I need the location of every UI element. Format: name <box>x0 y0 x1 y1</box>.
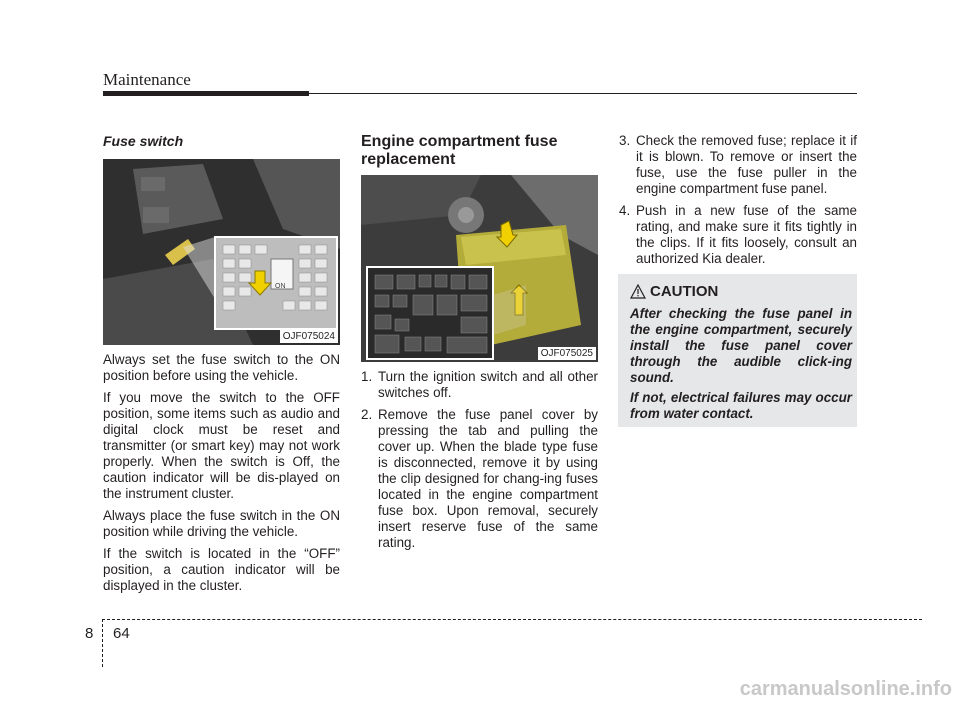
caution-text <box>630 306 852 426</box>
fuse-switch-illustration <box>103 159 340 345</box>
watermark: carmanualsonline.info <box>739 678 952 700</box>
engine-compartment-illustration <box>361 175 598 362</box>
step-item <box>619 133 857 197</box>
engine-fuse-figure <box>361 175 598 362</box>
fuse-switch-figure <box>103 159 340 345</box>
caution-line: If not, electrical failures may occur from water contact. <box>630 390 852 421</box>
caution-line: After checking the fuse panel in the engine compartment, securely install the fuse panel cover through the audible click-ing sound. <box>630 306 852 385</box>
middle-body <box>361 369 598 557</box>
header-rule-accent <box>103 91 309 96</box>
step-item <box>361 407 598 551</box>
step-text: Turn the ignition switch and all other switches off. <box>378 369 598 400</box>
step-text: Push in a new fuse of the same rating, and make sure it fits tightly in the clips. If it fits loosely, consult an authorized Kia dealer. <box>636 203 857 266</box>
left-paragraph: If you move the switch to the OFF position, some items such as audio and digital clock must be reset and transmitter (or smart key) may not work properly. When the switch is Off, the caution indicator will be dis-played on the instrument cluster. <box>103 390 340 501</box>
step-text: Check the removed fuse; replace it if it is blown. To remove or insert the fuse, use the fuse puller in the engine compartment fuse panel. <box>636 133 857 196</box>
caution-title: CAUTION <box>650 283 719 300</box>
right-body <box>619 133 857 273</box>
middle-column <box>361 133 598 169</box>
footer-divider <box>102 619 103 667</box>
fuse-switch-heading: Fuse switch <box>103 133 184 149</box>
warning-triangle-icon <box>630 284 646 299</box>
step-text: Remove the fuse panel cover by pressing the tab and pulling the cover up. When the blade type fuse is disconnected, remove it by using the clip designed for chang-ing fuses located in the engine compartment fuse box. Upon removal, securely insert reserve fuse of the same rating. <box>378 407 598 550</box>
fuse-switch-on-label: ON <box>275 283 286 290</box>
figure-code-middle: OJF075025 <box>538 347 596 360</box>
step-item <box>619 203 857 267</box>
engine-fuse-heading: Engine compartment fuse replacement <box>361 133 558 168</box>
footer-rule <box>102 619 922 620</box>
step-number: 3. <box>619 133 631 148</box>
step-item <box>361 369 598 401</box>
figure-code-left: OJF075024 <box>280 330 338 343</box>
left-paragraph: If the switch is located in the “OFF” position, a caution indicator will be displayed in the cluster. <box>103 546 340 593</box>
step-number: 1. <box>361 369 373 384</box>
left-paragraph: Always set the fuse switch to the ON position before using the vehicle. <box>103 352 340 383</box>
page-number: 64 <box>113 625 130 642</box>
caution-box <box>618 274 857 427</box>
chapter-number: 8 <box>85 625 94 642</box>
left-body <box>103 352 340 600</box>
left-paragraph: Always place the fuse switch in the ON position while driving the vehicle. <box>103 508 340 539</box>
step-number: 2. <box>361 407 373 422</box>
page-header-title: Maintenance <box>103 70 191 89</box>
left-column <box>103 133 340 149</box>
step-number: 4. <box>619 203 631 218</box>
